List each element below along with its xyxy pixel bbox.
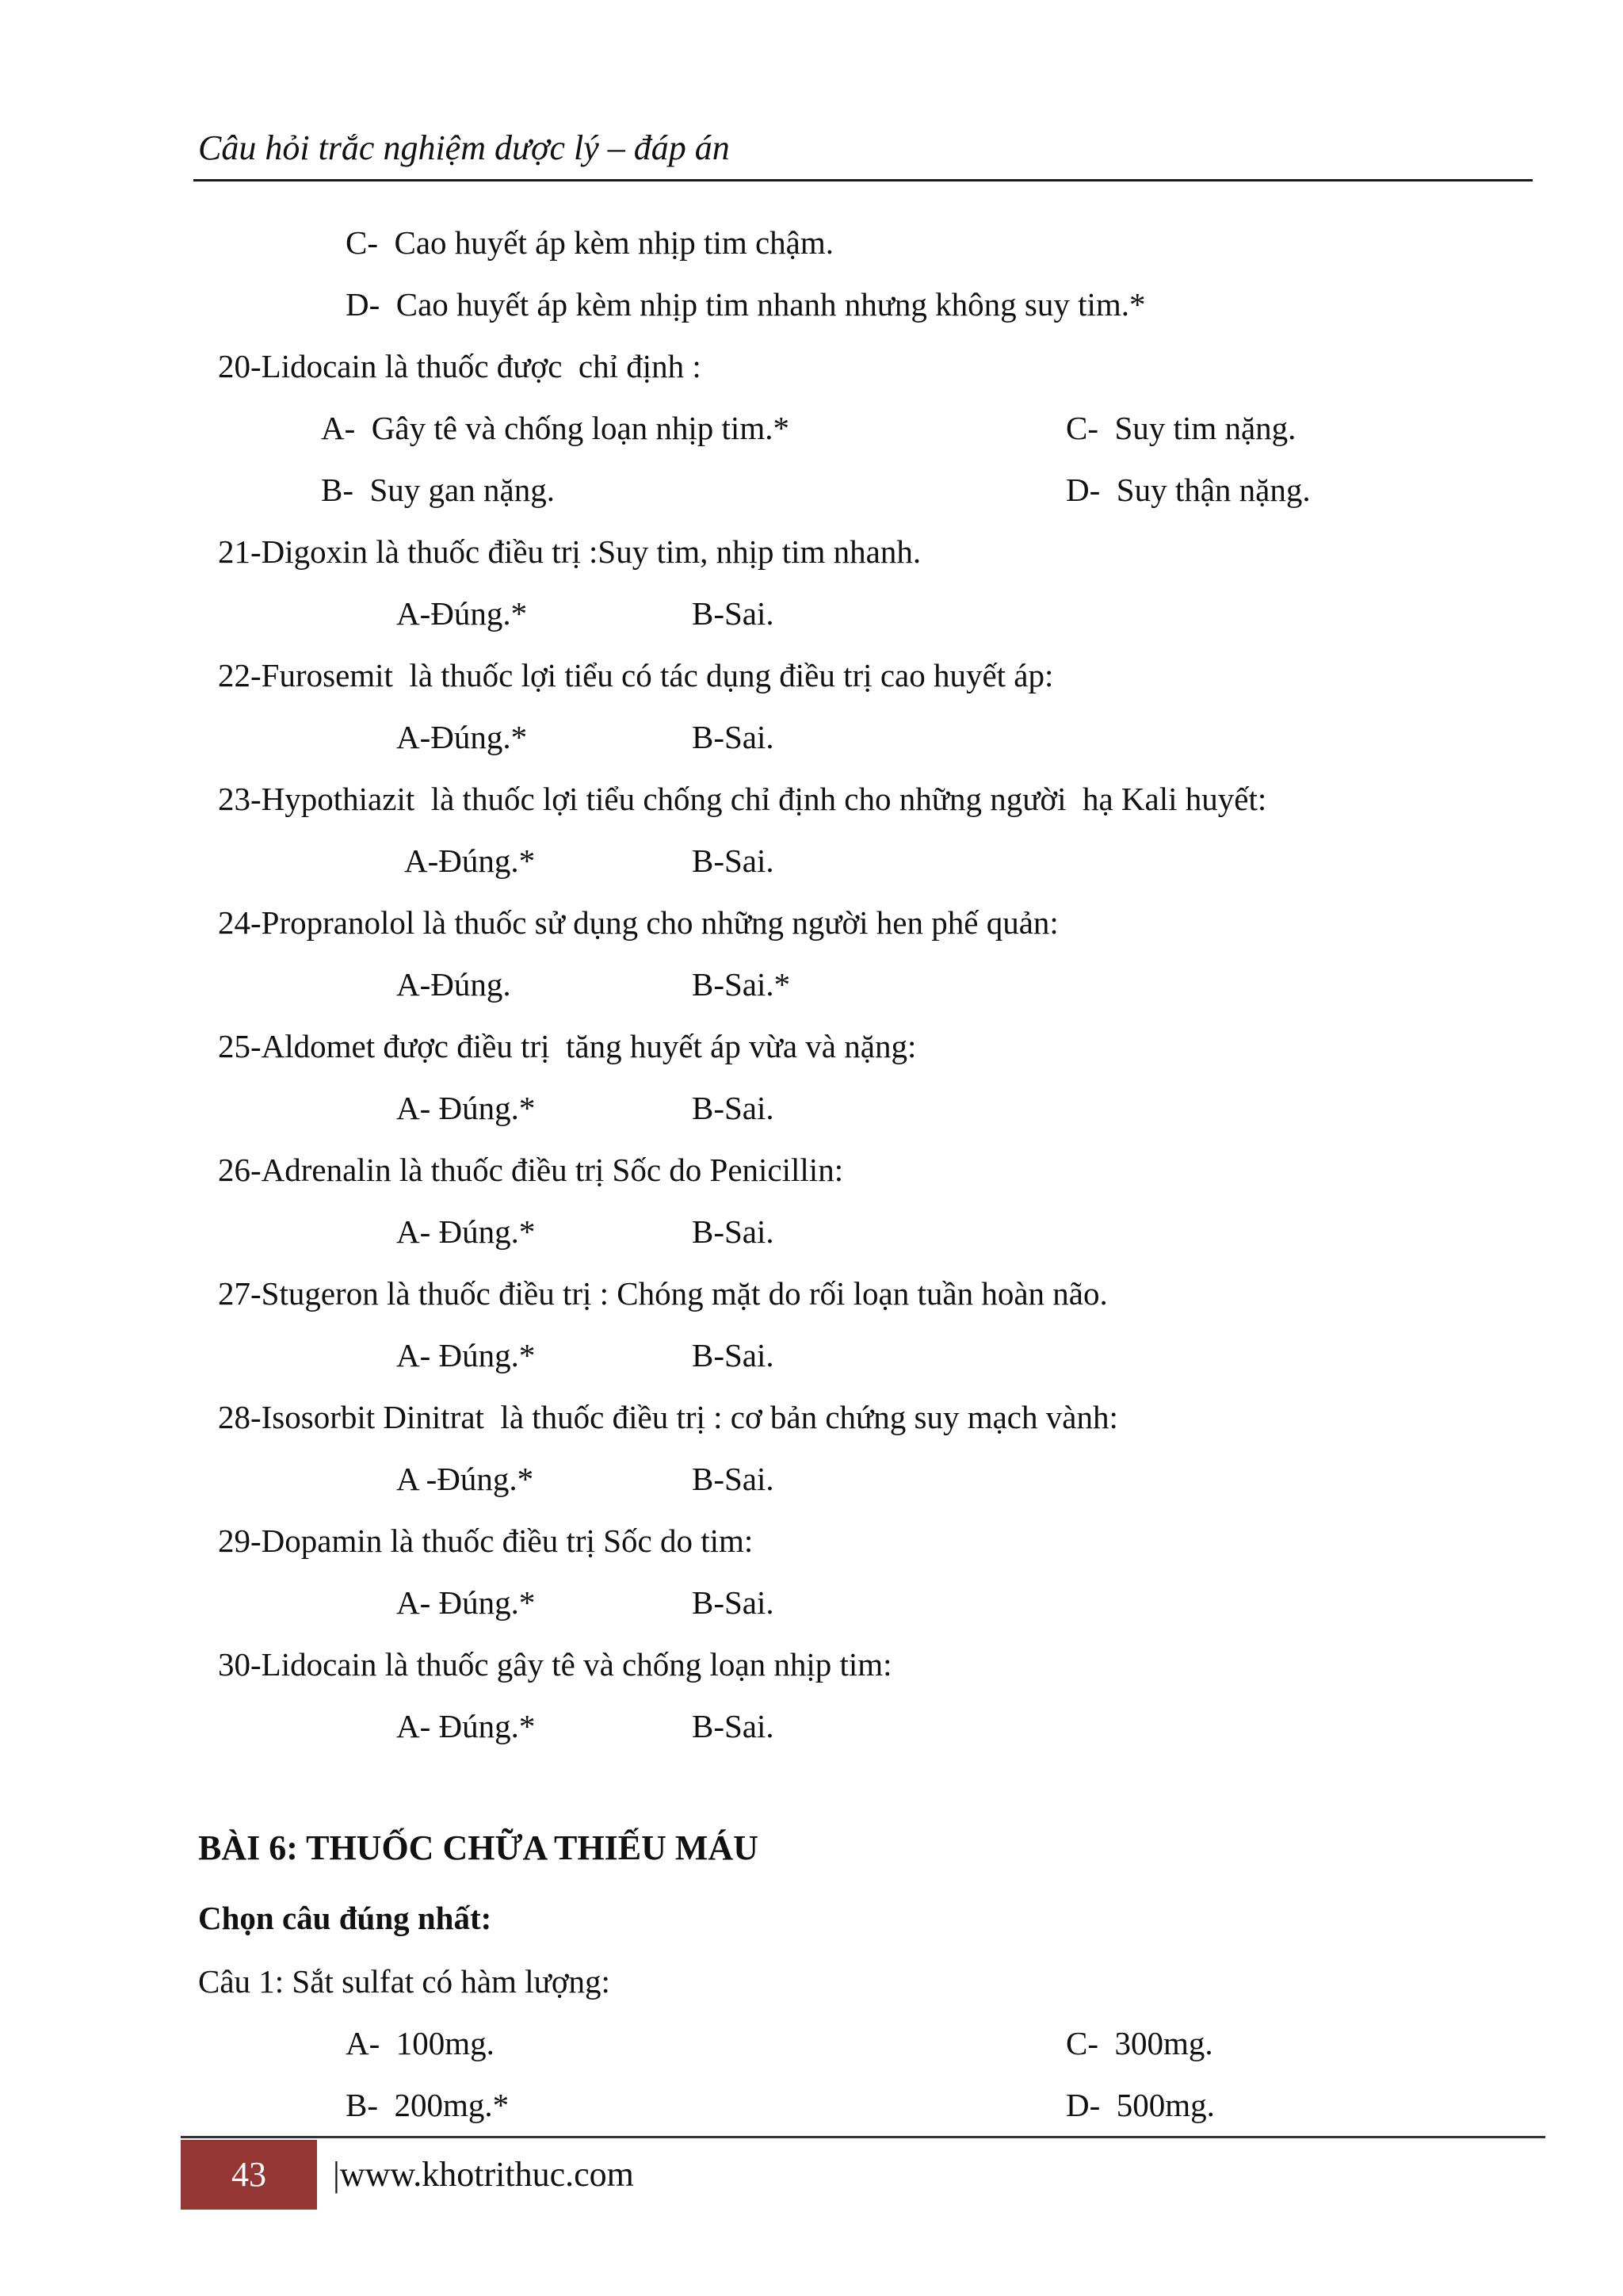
answer-line: A-Đúng.* — [396, 595, 528, 632]
answer-line: A -Đúng.* — [396, 1461, 534, 1497]
answer-line: B-Sai. — [692, 1213, 774, 1250]
answer-line: C- 300mg. — [1066, 2025, 1213, 2061]
answer-line: A- Đúng.* — [396, 1584, 536, 1621]
answer-line: A-Đúng.* — [404, 842, 536, 879]
answer-line: C- Suy tim nặng. — [1066, 410, 1296, 446]
answer-line: B-Sai. — [692, 1708, 774, 1744]
question-line: 26-Adrenalin là thuốc điều trị Sốc do Penicillin: — [218, 1152, 844, 1188]
question-line: 22-Furosemit là thuốc lợi tiểu có tác dụng điều trị cao huyết áp: — [218, 657, 1054, 693]
answer-line: A- Đúng.* — [396, 1337, 536, 1373]
question-line: 23-Hypothiazit là thuốc lợi tiểu chống chỉ định cho những người hạ Kali huyết: — [218, 781, 1267, 817]
answer-line: A- Gây tê và chống loạn nhịp tim.* — [321, 410, 789, 446]
section-title: BÀI 6: THUỐC CHỮA THIẾU MÁU — [198, 1828, 758, 1867]
answer-line: B-Sai. — [692, 1337, 774, 1373]
answer-line: B-Sai. — [692, 719, 774, 755]
question-line: Câu 1: Sắt sulfat có hàm lượng: — [198, 1963, 610, 2000]
answer-line: B-Sai. — [692, 1090, 774, 1126]
header-divider — [193, 179, 1533, 181]
answer-line: D- Cao huyết áp kèm nhịp tim nhanh nhưng không suy tim.* — [346, 286, 1146, 323]
question-line: 21-Digoxin là thuốc điều trị :Suy tim, nhịp tim nhanh. — [218, 533, 922, 570]
page-header-title: Câu hỏi trắc nghiệm dược lý – đáp án — [198, 128, 730, 167]
instruction-line: Chọn câu đúng nhất: — [198, 1900, 492, 1936]
question-line: 28-Isosorbit Dinitrat là thuốc điều trị : cơ bản chứng suy mạch vành: — [218, 1399, 1118, 1435]
question-line: 29-Dopamin là thuốc điều trị Sốc do tim: — [218, 1522, 754, 1559]
question-line: 30-Lidocain là thuốc gây tê và chống loạn nhịp tim: — [218, 1646, 892, 1683]
answer-line: A- Đúng.* — [396, 1090, 536, 1126]
answer-line: A- Đúng.* — [396, 1213, 536, 1250]
answer-line: B- Suy gan nặng. — [321, 472, 555, 508]
question-line: 20-Lidocain là thuốc được chỉ định : — [218, 348, 701, 384]
answer-line: A- 100mg. — [346, 2025, 495, 2061]
footer-divider — [181, 2136, 1545, 2138]
answer-line: B-Sai. — [692, 595, 774, 632]
answer-line: D- 500mg. — [1066, 2087, 1215, 2123]
answer-line: B-Sai. — [692, 1461, 774, 1497]
answer-line: A- Đúng.* — [396, 1708, 536, 1744]
answer-line: A-Đúng. — [396, 966, 511, 1003]
answer-line: B-Sai. — [692, 842, 774, 879]
page-number: 43 — [231, 2155, 266, 2194]
answer-line: C- Cao huyết áp kèm nhịp tim chậm. — [346, 224, 834, 261]
answer-line: B- 200mg.* — [346, 2087, 510, 2123]
answer-line: A-Đúng.* — [396, 719, 528, 755]
answer-line: D- Suy thận nặng. — [1066, 472, 1311, 508]
footer-website-link[interactable]: |www.khotrithuc.com — [333, 2155, 634, 2194]
question-line: 24-Propranolol là thuốc sử dụng cho những người hen phế quản: — [218, 904, 1059, 941]
answer-line: B-Sai.* — [692, 966, 791, 1003]
answer-line: B-Sai. — [692, 1584, 774, 1621]
question-line: 27-Stugeron là thuốc điều trị : Chóng mặt do rối loạn tuần hoàn não. — [218, 1275, 1108, 1312]
question-line: 25-Aldomet được điều trị tăng huyết áp vừa và nặng: — [218, 1028, 917, 1064]
